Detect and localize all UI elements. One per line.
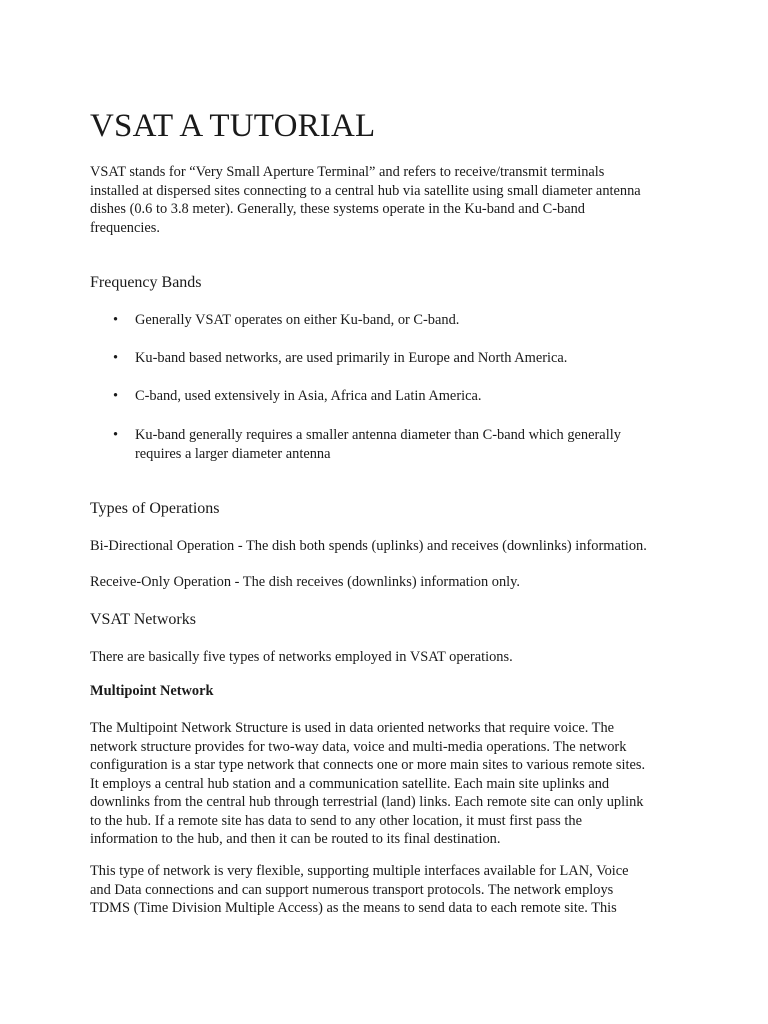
bullet-icon: • (113, 312, 119, 328)
paragraph-line: The Multipoint Network Structure is used in data oriented networks that require voice. The (90, 720, 615, 736)
paragraph-line: network structure provides for two-way data, voice and multi-media operations. The network (90, 738, 627, 755)
intro-paragraph (90, 163, 641, 237)
list-item-line: requires a larger diameter antenna (135, 445, 331, 462)
bullet-icon: • (113, 350, 119, 366)
vsat-networks-heading: VSAT Networks (90, 611, 196, 628)
list-item-text: Generally VSAT operates on either Ku-band, or C-band. (135, 312, 460, 328)
list-item-text: C-band, used extensively in Asia, Africa and Latin America. (135, 388, 482, 404)
list-item-line: Ku-band generally requires a smaller antenna diameter than C-band which generally (135, 427, 621, 443)
paragraph-line: configuration is a star type network that connects one or more main sites to various remote sites. (90, 757, 646, 773)
intro-line: VSAT stands for “Very Small Aperture Terminal” and refers to receive/transmit terminals (90, 164, 605, 180)
intro-line: installed at dispersed sites connecting to a central hub via satellite using small diameter antenna (90, 182, 641, 199)
bullet-icon: • (113, 388, 119, 404)
paragraph-line: downlinks from the central hub through terrestrial (land) links. Each remote site can only uplink (90, 794, 644, 810)
paragraph-line: to the hub. If a remote site has data to send to any other location, it must first pass the (90, 812, 582, 829)
paragraph-line: and Data connections and can support numerous transport protocols. The network employs (90, 881, 614, 898)
multipoint-network-heading: Multipoint Network (90, 683, 214, 699)
intro-line: dishes (0.6 to 3.8 meter). Generally, these systems operate in the Ku-band and C-band (90, 201, 586, 217)
paragraph-line: TDMS (Time Division Multiple Access) as the means to send data to each remote site. This (90, 900, 617, 916)
list-item-text (135, 426, 690, 463)
multipoint-paragraph-1 (90, 719, 645, 849)
vsat-networks-intro: There are basically five types of networks employed in VSAT operations. (90, 649, 513, 665)
types-of-operations-heading: Types of Operations (90, 500, 220, 517)
paragraph-line: It employs a central hub station and a communication satellite. Each main site uplinks and (90, 775, 610, 792)
paragraph-line: information to the hub, and then it can be routed to its final destination. (90, 831, 501, 847)
bullet-icon: • (113, 427, 119, 443)
bidirectional-paragraph: Bi-Directional Operation - The dish both spends (uplinks) and receives (downlinks) information. (90, 538, 647, 554)
paragraph-line: This type of network is very flexible, supporting multiple interfaces available for LAN, Voice (90, 863, 629, 879)
list-item-text: Ku-band based networks, are used primarily in Europe and North America. (135, 350, 568, 366)
intro-line: frequencies. (90, 219, 160, 236)
page-title: VSAT A TUTORIAL (90, 108, 376, 144)
multipoint-paragraph-2 (90, 862, 629, 918)
frequency-bands-heading: Frequency Bands (90, 274, 202, 291)
receive-only-paragraph: Receive-Only Operation - The dish receives (downlinks) information only. (90, 574, 521, 590)
